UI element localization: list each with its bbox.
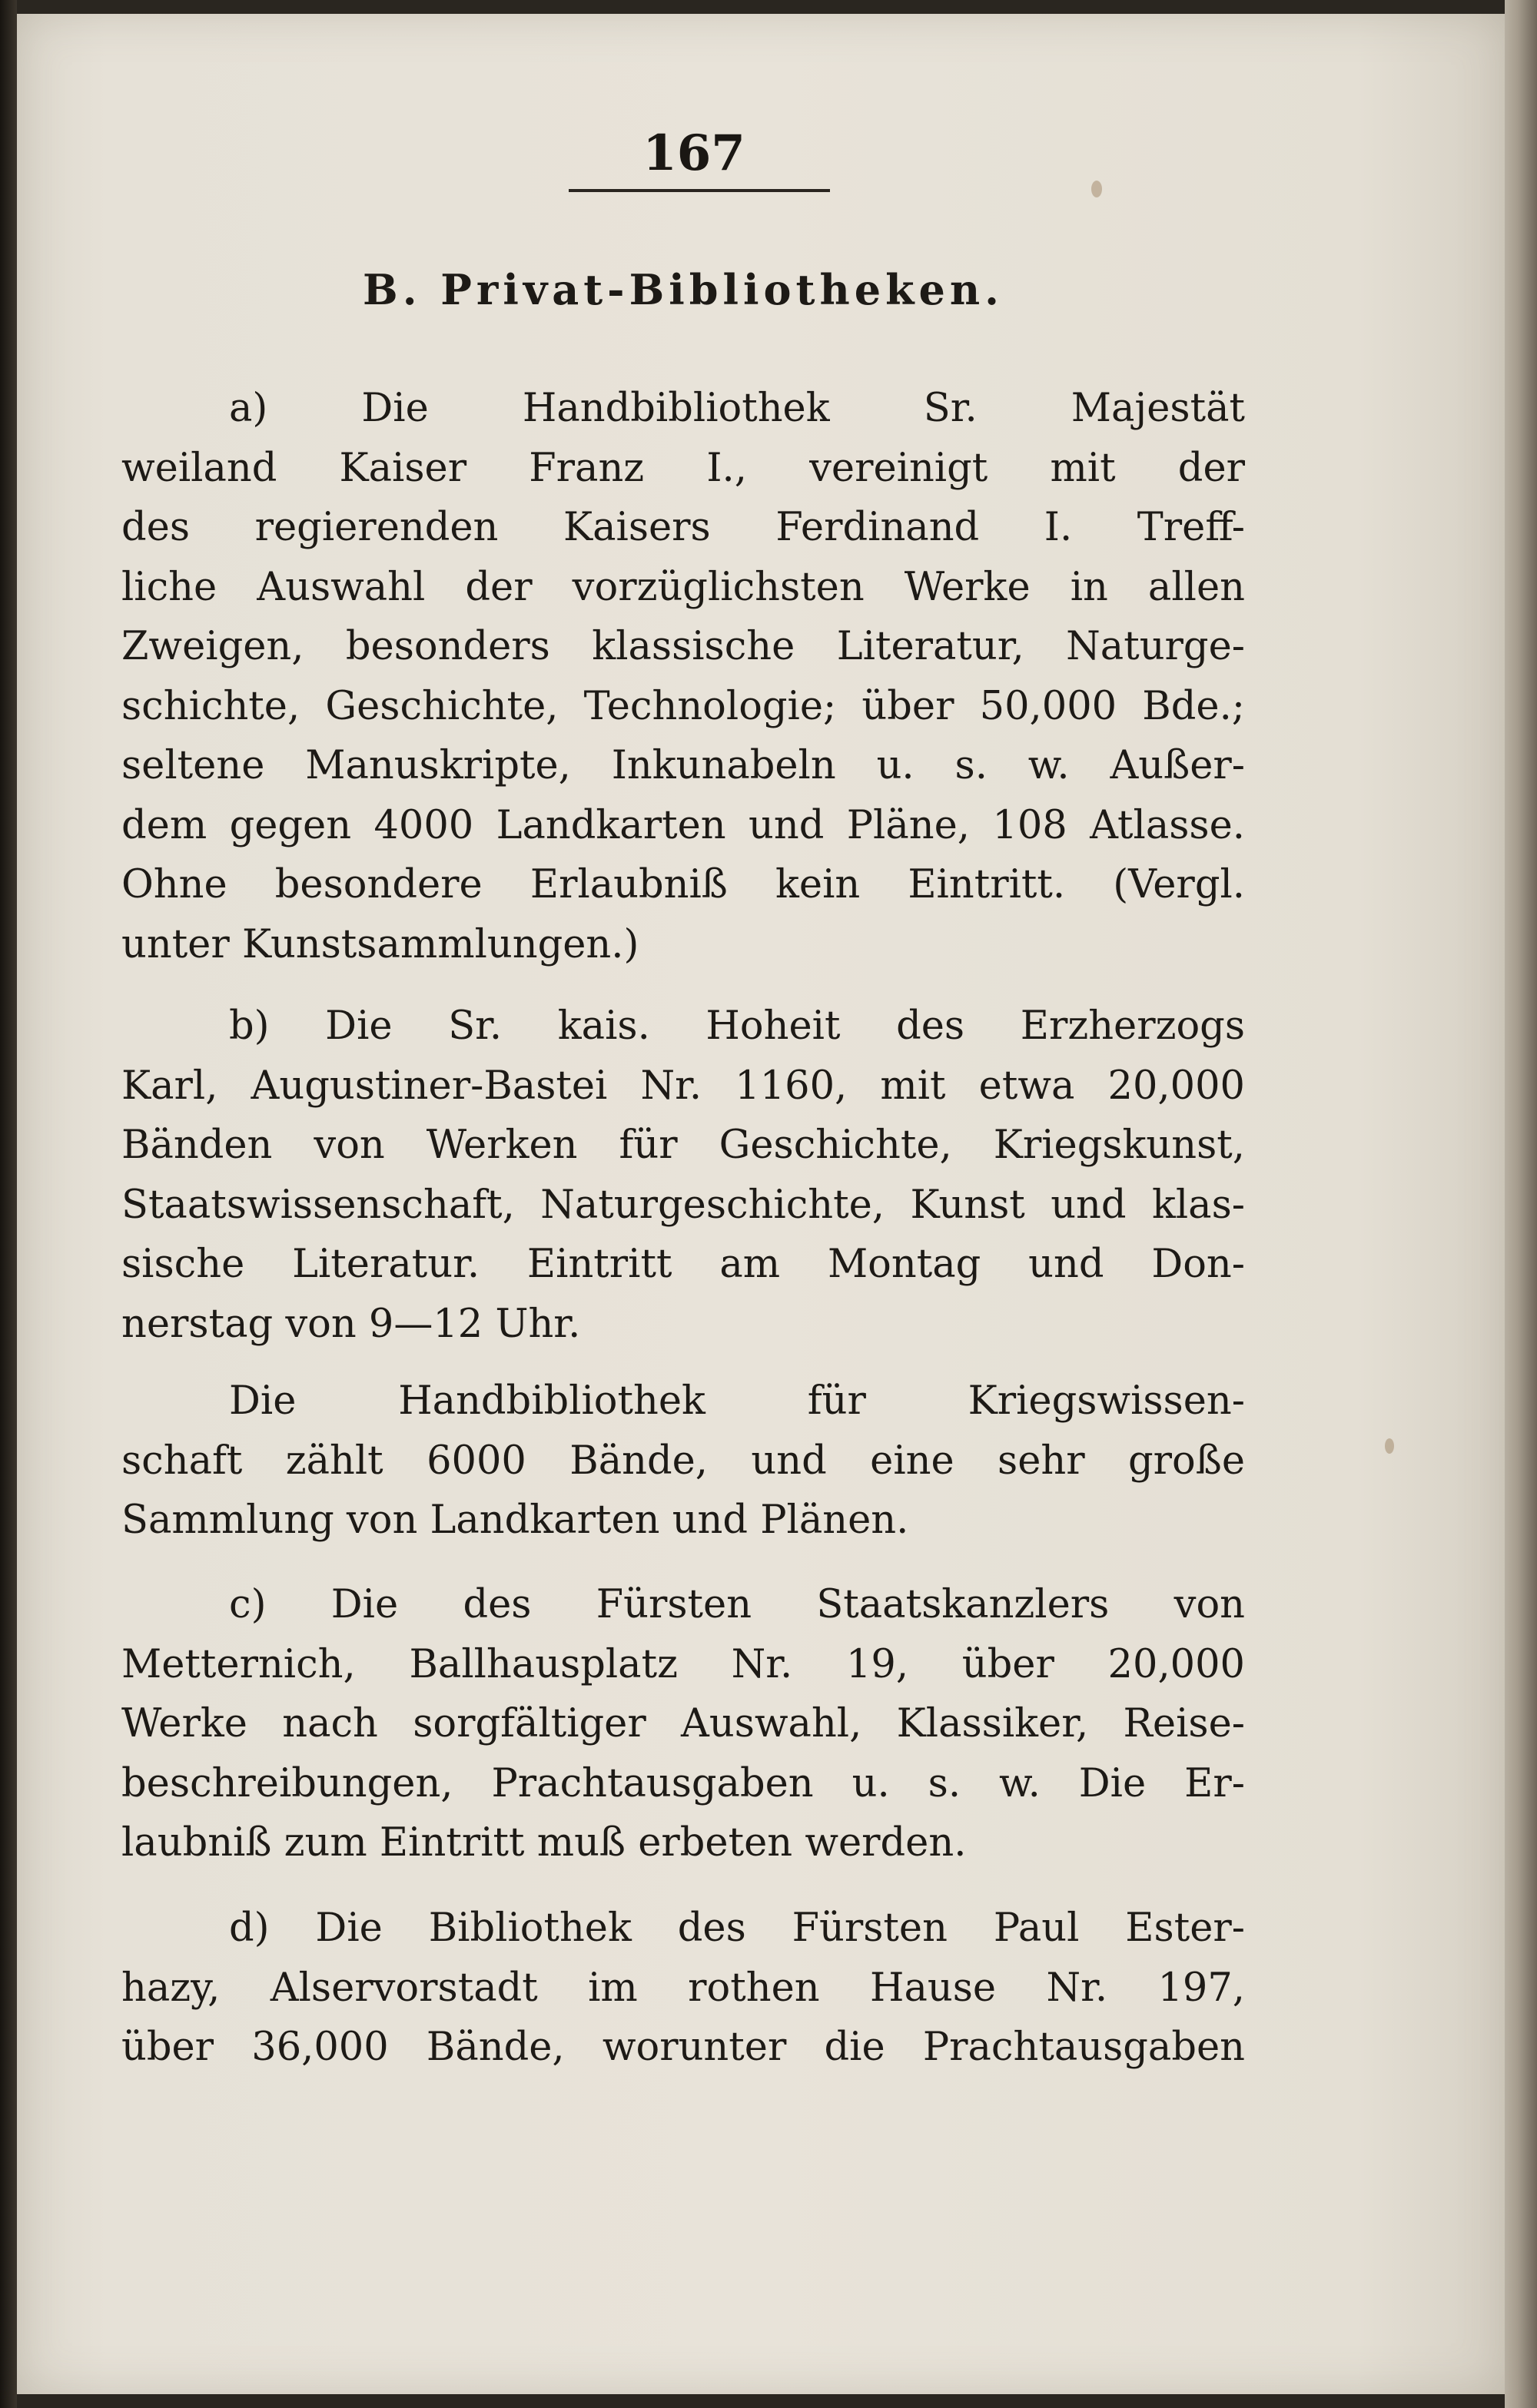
text-line: Karl, Augustiner-Bastei Nr. 1160, mit etwa 20,000 — [121, 1063, 1245, 1109]
text-line: des regierenden Kaisers Ferdinand I. Treff- — [121, 505, 1245, 550]
text-line: über 36,000 Bände, worunter die Prachtausgaben — [121, 2025, 1245, 2070]
section-heading: B. Privat-Bibliotheken. — [363, 265, 1004, 314]
paper-stain — [1385, 1438, 1394, 1454]
text-line: nerstag von 9—12 Uhr. — [121, 1301, 581, 1347]
text-line: dem gegen 4000 Landkarten und Pläne, 108 Atlasse. — [121, 802, 1245, 848]
text-line: hazy, Alservorstadt im rothen Hause Nr. 197, — [121, 1965, 1245, 2011]
text-line: unter Kunstsammlungen.) — [121, 921, 639, 967]
text-line: a) Die Handbibliothek Sr. Majestät — [229, 386, 1245, 431]
paragraph-a — [121, 379, 1245, 974]
text-line: Metternich, Ballhausplatz Nr. 19, über 20,000 — [121, 1641, 1245, 1687]
text-line: laubniß zum Eintritt muß erbeten werden. — [121, 1820, 967, 1866]
text-line: b) Die Sr. kais. Hoheit des Erzherzogs — [229, 1003, 1245, 1049]
text-line: seltene Manuskripte, Inkunabeln u. s. w. Außer- — [121, 743, 1245, 788]
paragraph-c — [121, 1575, 1245, 1873]
text-line: Ohne besondere Erlaubniß kein Eintritt. (Vergl. — [121, 862, 1245, 907]
paragraph-b — [121, 997, 1245, 1354]
text-line: weiland Kaiser Franz I., vereinigt mit der — [121, 445, 1245, 491]
page-number-rule — [569, 189, 830, 192]
text-line: Bänden von Werken für Geschichte, Kriegskunst, — [121, 1123, 1245, 1168]
text-line: sische Literatur. Eintritt am Montag und Don- — [121, 1242, 1245, 1287]
text-line: liche Auswahl der vorzüglichsten Werke in allen — [121, 564, 1245, 610]
text-line: beschreibungen, Prachtausgaben u. s. w. Die Er- — [121, 1760, 1245, 1806]
paragraph-d — [121, 1899, 1245, 2078]
book-spine-shadow — [0, 0, 17, 2408]
page-number: 167 — [642, 124, 745, 182]
text-line: Zweigen, besonders klassische Literatur, Naturge- — [121, 624, 1245, 669]
text-line: Sammlung von Landkarten und Plänen. — [121, 1498, 909, 1543]
text-line: schichte, Geschichte, Technologie; über 50,000 Bde.; — [121, 683, 1245, 729]
text-line: schaft zählt 6000 Bände, und eine sehr große — [121, 1438, 1245, 1484]
text-line: c) Die des Fürsten Staatskanzlers von — [229, 1582, 1245, 1627]
paper-stain — [1091, 181, 1102, 197]
text-line: Werke nach sorgfältiger Auswahl, Klassiker, Reise- — [121, 1701, 1245, 1746]
text-line: Die Handbibliothek für Kriegswissen- — [229, 1378, 1245, 1424]
paragraph-b-continued — [121, 1371, 1245, 1551]
text-line: Staatswissenschaft, Naturgeschichte, Kunst und klas- — [121, 1182, 1245, 1228]
page-edge-stack — [1505, 0, 1537, 2408]
text-line: d) Die Bibliothek des Fürsten Paul Ester- — [229, 1906, 1245, 1951]
